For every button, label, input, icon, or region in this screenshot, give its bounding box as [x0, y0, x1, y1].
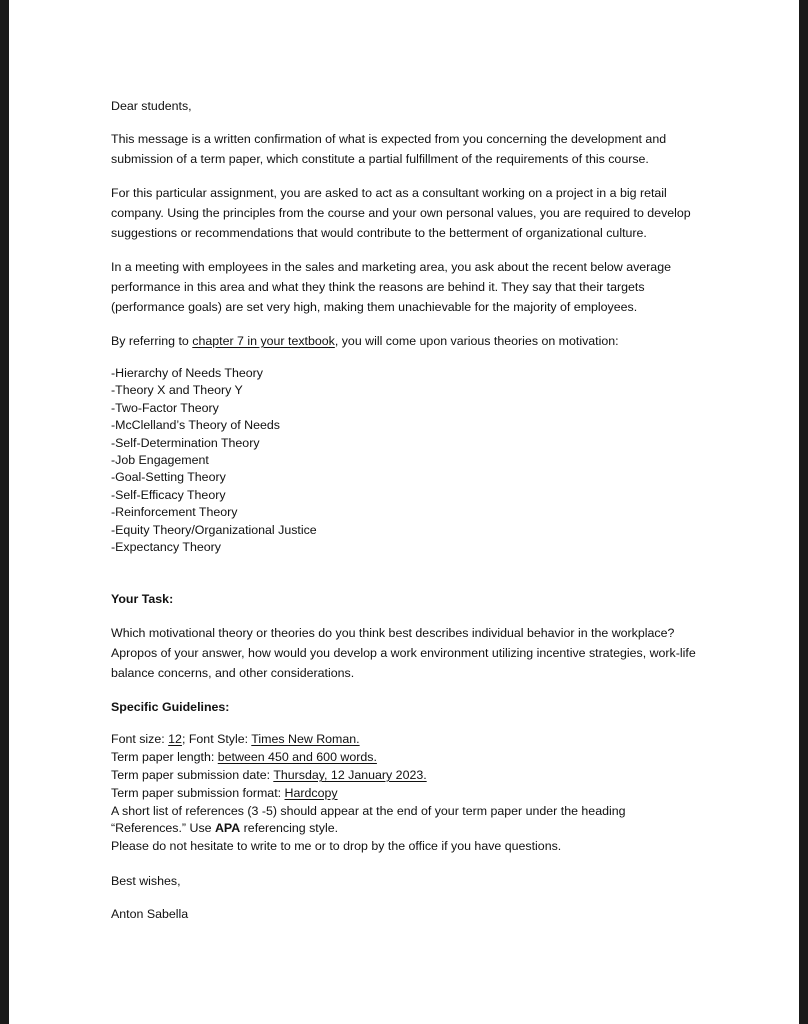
references-prefix: “References.” Use: [111, 821, 215, 836]
textbook-paragraph: [111, 331, 711, 351]
references-guideline-line1: A short list of references (3 -5) should appear at the end of your term paper under the heading: [111, 803, 626, 818]
list-item: -Goal-Setting Theory: [111, 470, 226, 485]
guidelines-heading: Specific Guidelines:: [111, 700, 230, 715]
list-item: -Hierarchy of Needs Theory: [111, 366, 263, 380]
font-guideline: [111, 731, 711, 749]
length-value: between 450 and 600 words.: [217, 750, 377, 765]
font-style-value: Times New Roman.: [251, 732, 360, 747]
list-item: -Expectancy Theory: [111, 540, 221, 555]
date-value: Thursday, 12 January 2023.: [273, 768, 427, 783]
salutation: Dear students,: [111, 99, 192, 113]
format-guideline: [111, 785, 711, 803]
letter-body: [111, 96, 711, 924]
list-item: -Reinforcement Theory: [111, 505, 238, 520]
closing: Best wishes,: [111, 874, 181, 889]
list-item: -Theory X and Theory Y: [111, 383, 243, 398]
font-size-value: 12: [168, 732, 182, 747]
list-item: -Job Engagement: [111, 453, 209, 468]
task-paragraph: Which motivational theory or theories do you think best describes individual behavior in the workplace? Apropos of your answer, how would you develop a work environment utilizing incentive strategies, work-life balance concerns, and other considerations.: [111, 626, 696, 681]
length-label: Term paper length:: [111, 750, 218, 765]
textbook-prefix: By referring to: [111, 334, 193, 348]
apa-style: APA: [214, 821, 241, 836]
intro-paragraph: This message is a written confirmation of what is expected from you concerning the development and submission of a term paper, which constitute a partial fulfillment of the requirements of this course.: [111, 132, 667, 166]
task-heading: Your Task:: [111, 592, 174, 607]
length-guideline: [111, 749, 711, 767]
list-item: -Two-Factor Theory: [111, 400, 219, 415]
assignment-paragraph: For this particular assignment, you are asked to act as a consultant working on a project in a big retail company. Using the principles from the course and your own personal values, you are required to develop suggestions or recommendations that would contribute to the betterment of organizational culture.: [111, 186, 691, 240]
format-label: Term paper submission format:: [111, 785, 285, 800]
contact-guideline: Please do not hesitate to write to me or to drop by the office if you have questions.: [111, 839, 562, 854]
date-label: Term paper submission date:: [111, 768, 274, 783]
textbook-suffix: , you will come upon various theories on motivation:: [334, 334, 619, 348]
references-suffix: referencing style.: [240, 821, 339, 836]
list-item: -Equity Theory/Organizational Justice: [111, 522, 317, 537]
list-item: -McClelland’s Theory of Needs: [111, 418, 280, 433]
textbook-reference: chapter 7 in your textbook: [192, 334, 335, 348]
font-size-label: Font size:: [111, 732, 169, 747]
references-guideline-line2: [111, 820, 711, 838]
meeting-paragraph: In a meeting with employees in the sales and marketing area, you ask about the recent below average performance in this area and what they think the reasons are behind it. They say that their targets (performance goals) are set very high, making them unachievable for the majority of employees.: [111, 260, 671, 314]
font-style-label: ; Font Style:: [181, 732, 252, 747]
format-value: Hardcopy: [284, 785, 338, 800]
theory-list: [111, 365, 711, 556]
date-guideline: [111, 767, 711, 785]
list-item: -Self-Determination Theory: [111, 435, 260, 450]
guidelines-list: [111, 731, 711, 856]
signature: Anton Sabella: [111, 907, 189, 922]
list-item: -Self-Efficacy Theory: [111, 487, 226, 502]
